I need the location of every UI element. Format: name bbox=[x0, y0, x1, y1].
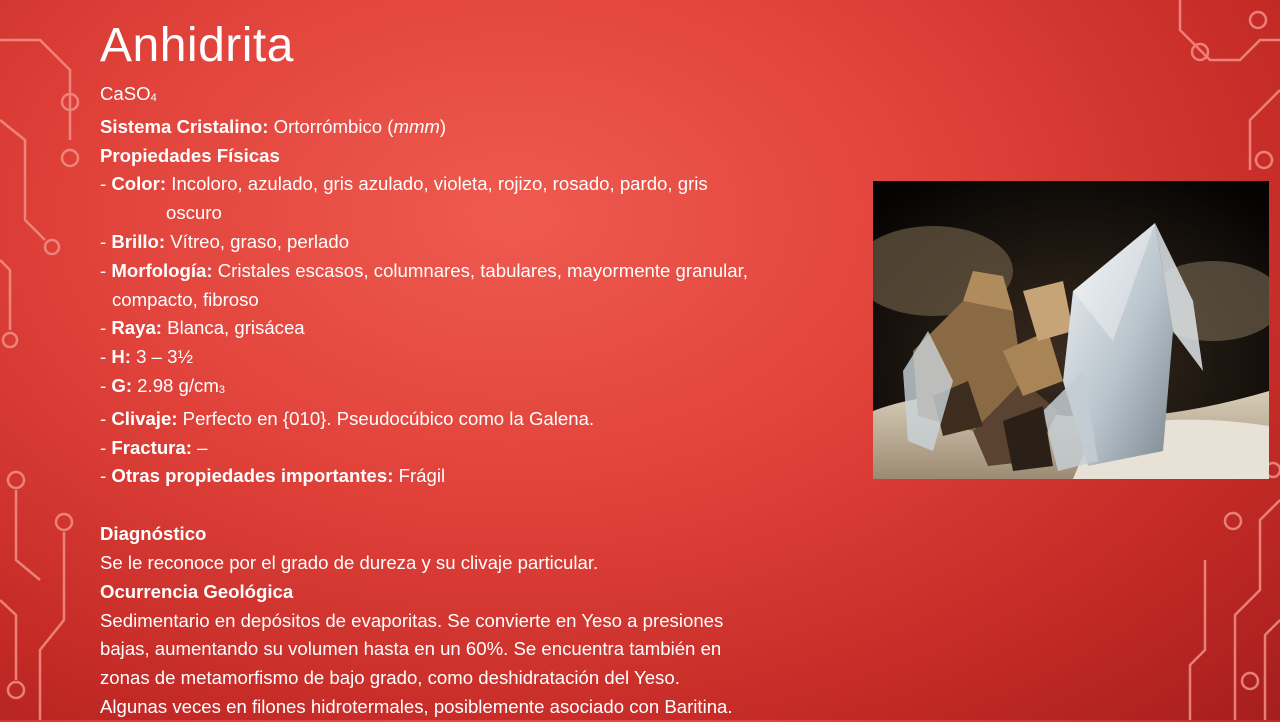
property-color: - Color: Incoloro, azulado, gris azulado, violeta, rojizo, rosado, pardo, gris bbox=[100, 173, 708, 195]
chemical-formula: CaSO4 bbox=[100, 83, 157, 104]
property-morphology: - Morfología: Cristales escasos, columnares, tabulares, mayormente granular, bbox=[100, 259, 748, 281]
occurrence-line: Algunas veces en filones hidrotermales, posiblemente asociado con Baritina. bbox=[100, 695, 733, 717]
property-fracture: - Fractura: – bbox=[100, 436, 208, 458]
crystal-system: Sistema Cristalino: Ortorrómbico (mmm) bbox=[100, 115, 447, 137]
property-other: - Otras propiedades importantes: Frágil bbox=[100, 465, 446, 487]
slide-title: Anhidrita bbox=[100, 19, 294, 72]
anhydrite-specimen-photo bbox=[873, 181, 1269, 479]
diagnosis-text: Se le reconoce por el grado de dureza y su clivaje particular. bbox=[100, 551, 599, 573]
property-hardness: - H: 3 – 3½ bbox=[100, 346, 194, 368]
physical-properties-heading: Propiedades Físicas bbox=[100, 144, 280, 166]
occurrence-line: bajas, aumentando su volumen hasta en un 60%. Se encuentra también en bbox=[100, 638, 722, 660]
crystal-illustration bbox=[873, 181, 1269, 479]
occurrence-heading: Ocurrencia Geológica bbox=[100, 580, 294, 602]
property-luster: - Brillo: Vítreo, graso, perlado bbox=[100, 230, 350, 252]
spacer bbox=[100, 491, 870, 520]
property-streak: - Raya: Blanca, grisácea bbox=[100, 317, 305, 339]
mineral-description bbox=[100, 80, 870, 722]
occurrence-line: zonas de metamorfismo de bajo grado, como deshidratación del Yeso. bbox=[100, 667, 680, 689]
diagnosis-heading: Diagnóstico bbox=[100, 523, 207, 545]
occurrence-line: Sedimentario en depósitos de evaporitas. Se convierte en Yeso a presiones bbox=[100, 609, 724, 631]
property-cleavage: - Clivaje: Perfecto en {010}. Pseudocúbico como la Galena. bbox=[100, 407, 595, 429]
property-color-continuation: oscuro bbox=[166, 202, 222, 224]
property-morphology-continuation: compacto, fibroso bbox=[112, 288, 259, 310]
property-specific-gravity: - G: 2.98 g/cm3 bbox=[100, 374, 225, 396]
